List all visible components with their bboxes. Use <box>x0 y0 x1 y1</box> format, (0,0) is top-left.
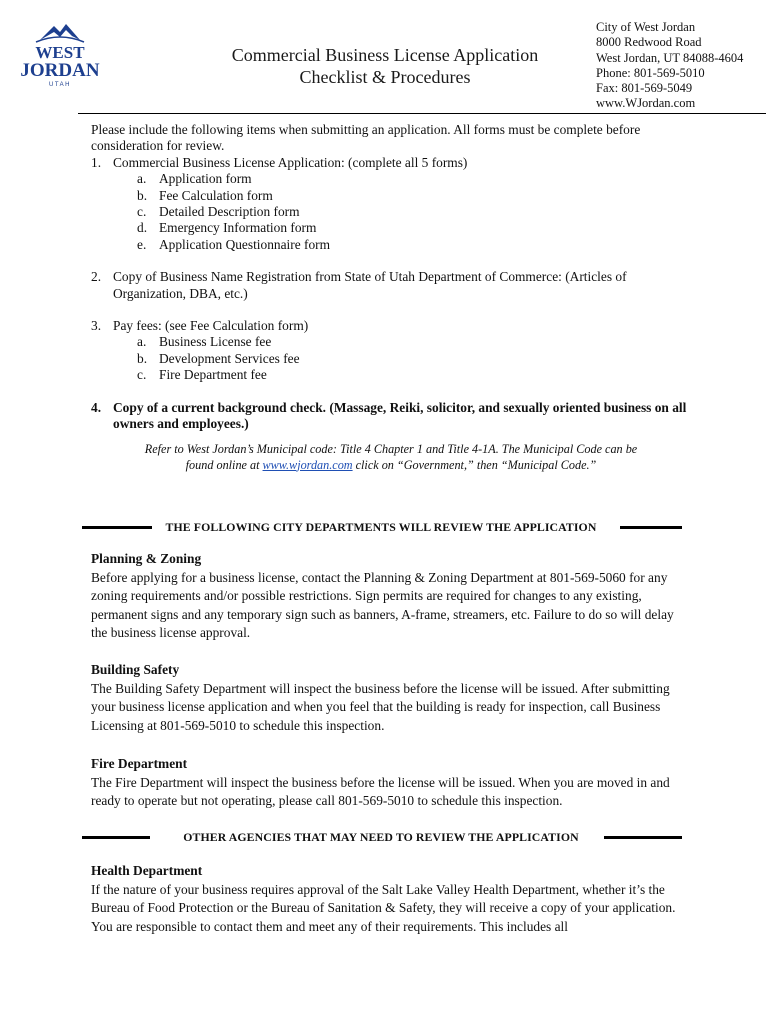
refer-pre: found online at <box>185 457 260 472</box>
divider-heading: OTHER AGENCIES THAT MAY NEED TO REVIEW THE APPLICATION <box>183 830 579 844</box>
refer-line-2 <box>91 457 691 473</box>
contact-block <box>596 20 743 112</box>
checklist-body <box>91 122 691 473</box>
subitem-letter: c. <box>137 204 147 220</box>
section-title: Building Safety <box>91 662 180 677</box>
divider-heading: THE FOLLOWING CITY DEPARTMENTS WILL REVIEW THE APPLICATION <box>165 520 597 534</box>
item-number: 3. <box>91 318 102 334</box>
contact-website: www.WJordan.com <box>596 96 696 111</box>
document-title <box>200 44 570 88</box>
subitem-letter: e. <box>137 236 147 252</box>
item-number: 4. <box>91 399 102 415</box>
planning-zoning-section <box>91 550 681 643</box>
subitem-letter: d. <box>137 220 148 236</box>
subitem <box>91 367 691 383</box>
contact-line: City of West Jordan <box>596 20 696 34</box>
subitem <box>91 188 691 204</box>
mountain-logo-icon <box>14 18 106 90</box>
subitem-text: Application form <box>159 171 252 187</box>
divider-line-right <box>620 526 682 529</box>
section-text: If the nature of your business requires approval of the Salt Lake Valley Health Department, whether it’s the Bureau of Food Protection or the Bureau of Sanitation & Safety, they will receive a copy of your application. You are responsible to contact them and meet any of their requirements. This includes all <box>91 881 676 934</box>
subitem <box>91 237 691 253</box>
subitem-text: Fire Department fee <box>159 367 267 383</box>
west-jordan-logo <box>14 18 106 90</box>
municipal-code-note <box>91 441 691 473</box>
item-text: Copy of Business Name Registration from State of Utah Department of Commerce: (Articles of Organization, DBA, etc.) <box>113 269 627 301</box>
contact-fax: Fax: 801-569-5049 <box>596 81 693 96</box>
section-title: Planning & Zoning <box>91 551 202 566</box>
subitem <box>91 351 691 367</box>
subitem-text: Business License fee <box>159 334 272 350</box>
section-title: Fire Department <box>91 756 188 771</box>
fire-department-section <box>91 755 681 811</box>
building-safety-section <box>91 661 681 735</box>
section-text: The Fire Department will inspect the business before the license will be issued. When you are moved in and ready to operate but not operating, please call 801-569-5010 to schedule this inspection. <box>91 774 670 809</box>
subitem <box>91 220 691 236</box>
subitem <box>91 204 691 220</box>
subitem-letter: c. <box>137 367 147 383</box>
section-text: Before applying for a business license, contact the Planning & Zoning Department at 801-569-5060 for any zoning requirements and/or possible restrictions. Sign permits are required for changes to any existing, permanent signs and any temporary sign such as banners, A-frame, streamers, etc. Failure to do so will delay the business license approval. <box>91 569 674 641</box>
subitem-text: Emergency Information form <box>159 220 317 236</box>
item-number: 2. <box>91 269 102 285</box>
checklist-item-4 <box>91 400 691 433</box>
health-department-section <box>91 862 681 936</box>
title-line-2: Checklist & Procedures <box>299 67 471 87</box>
subitem-text: Detailed Description form <box>159 204 300 220</box>
logo-utah-text: UTAH <box>49 82 71 88</box>
intro-text: Please include the following items when submitting an application. All forms must be complete before consideration for review. <box>91 122 641 154</box>
subitem-letter: b. <box>137 187 148 203</box>
subitem <box>91 171 691 187</box>
logo-west-text: WEST <box>35 43 85 62</box>
city-departments-divider <box>78 520 684 534</box>
divider-line-right <box>604 836 682 839</box>
refer-line-1: Refer to West Jordan’s Municipal code: Title 4 Chapter 1 and Title 4-1A. The Municipal Code can be <box>144 441 638 456</box>
item-text: Commercial Business License Application: (complete all 5 forms) <box>113 154 468 170</box>
contact-line: West Jordan, UT 84088-4604 <box>596 50 744 65</box>
logo-jordan-text: JORDAN <box>20 60 100 81</box>
subitem-letter: a. <box>137 334 147 350</box>
item-text: Pay fees: (see Fee Calculation form) <box>113 318 309 334</box>
header-rule <box>78 113 766 114</box>
contact-phone: Phone: 801-569-5010 <box>596 65 705 80</box>
subitem-text: Application Questionnaire form <box>159 236 331 252</box>
subitem-letter: a. <box>137 171 147 187</box>
checklist-item-3 <box>91 318 691 334</box>
title-line-1: Commercial Business License Application <box>231 45 539 65</box>
checklist-item-2 <box>91 269 691 302</box>
other-agencies-divider <box>78 830 684 844</box>
item-text: Copy of a current background check. (Massage, Reiki, solicitor, and sexually oriented business on all owners and employees.) <box>113 399 687 432</box>
subitem-text: Fee Calculation form <box>159 187 273 203</box>
item-number: 1. <box>91 154 102 170</box>
section-text: The Building Safety Department will inspect the business before the license will be issued. After submitting your business license application and when you feel that the building is ready for inspection, call Business Licensing at 801-569-5010 to schedule this inspection. <box>91 680 670 733</box>
subitem-letter: b. <box>137 350 148 366</box>
refer-post: click on “Government,” then “Municipal Code.” <box>355 457 597 472</box>
contact-line: 8000 Redwood Road <box>596 35 702 50</box>
section-title: Health Department <box>91 863 203 878</box>
subitem-text: Development Services fee <box>159 350 300 366</box>
checklist-item-1 <box>91 155 691 171</box>
subitem <box>91 334 691 350</box>
wjordan-link[interactable]: www.wjordan.com <box>262 457 353 472</box>
